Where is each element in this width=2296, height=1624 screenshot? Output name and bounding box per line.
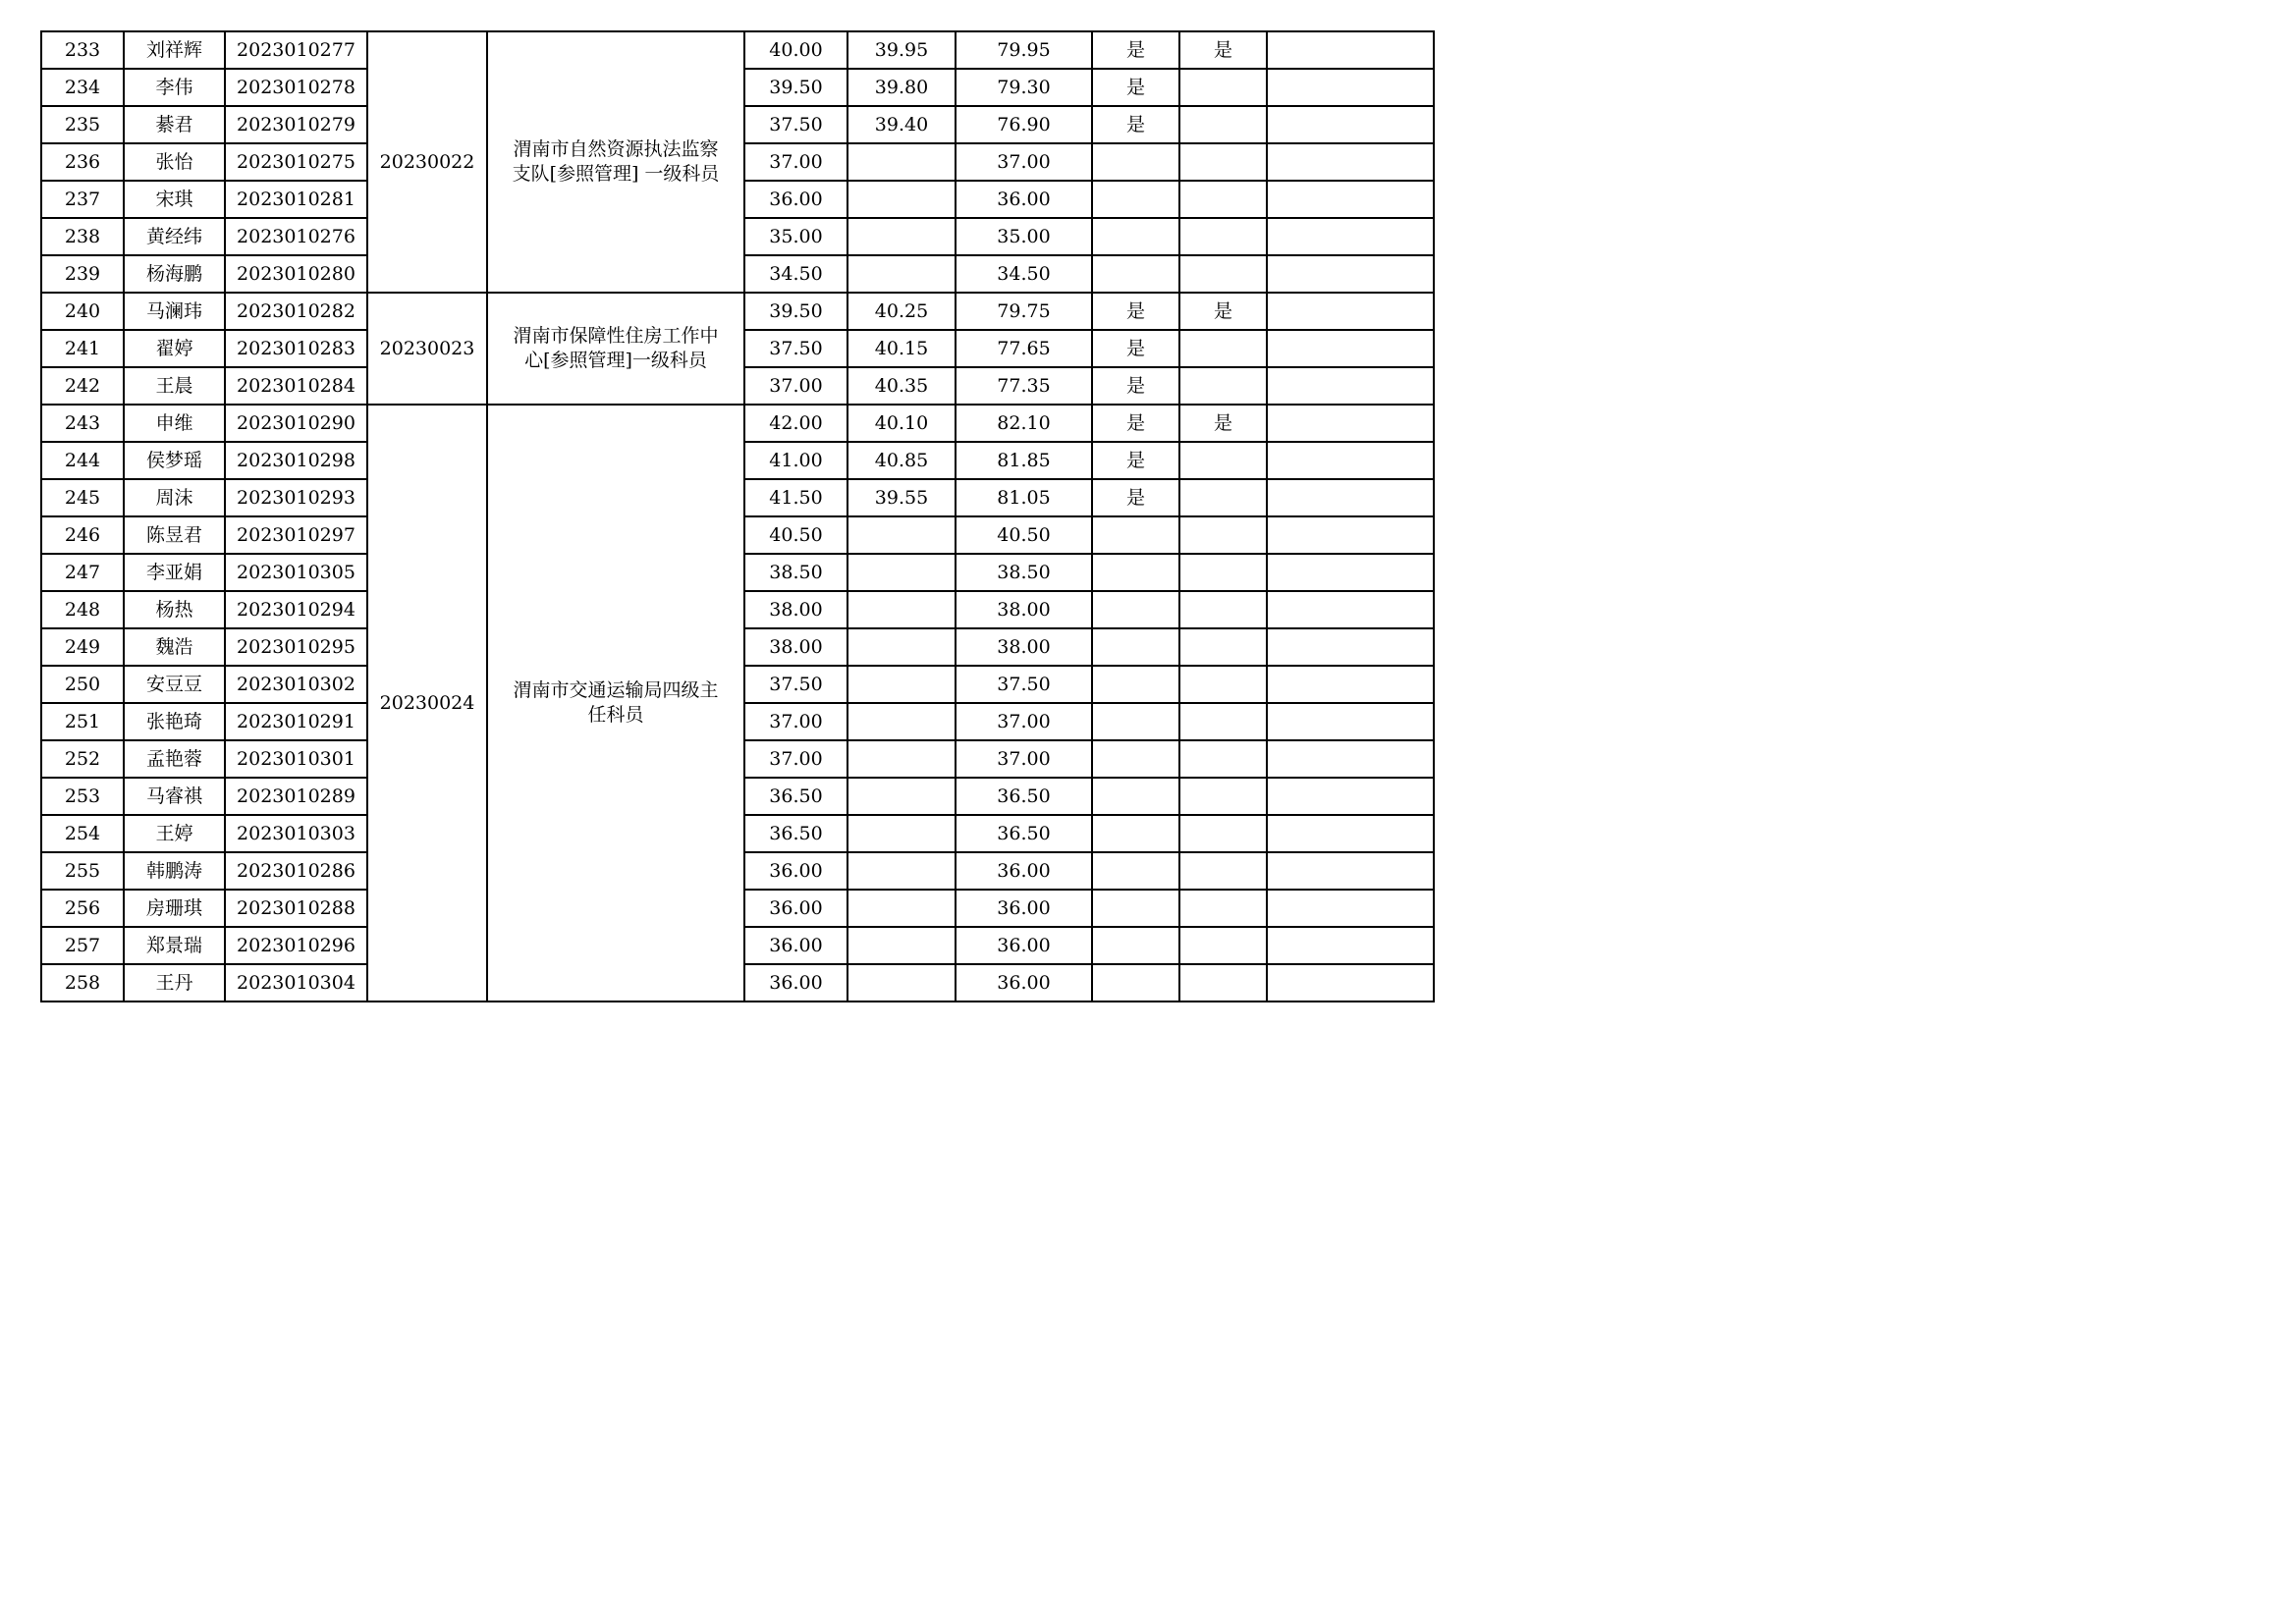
note-cell	[1267, 442, 1434, 479]
candidate-name-cell: 李伟	[124, 69, 225, 106]
enter-exam-cell	[1179, 181, 1267, 218]
row-number-cell: 256	[41, 890, 124, 927]
note-cell	[1267, 255, 1434, 293]
interview-score-cell	[847, 703, 956, 740]
candidate-name-cell: 黄经纬	[124, 218, 225, 255]
written-score-cell: 36.00	[744, 181, 847, 218]
interview-score-cell: 40.25	[847, 293, 956, 330]
note-cell	[1267, 218, 1434, 255]
total-score-cell: 77.65	[956, 330, 1092, 367]
admission-number-cell: 2023010302	[225, 666, 367, 703]
candidate-name-cell: 周沫	[124, 479, 225, 516]
position-code-cell: 20230022	[367, 31, 487, 293]
written-score-cell: 37.50	[744, 106, 847, 143]
candidate-name-cell: 李亚娟	[124, 554, 225, 591]
total-score-cell: 36.00	[956, 852, 1092, 890]
candidate-name-cell: 王丹	[124, 964, 225, 1001]
admission-number-cell: 2023010286	[225, 852, 367, 890]
note-cell	[1267, 890, 1434, 927]
written-score-cell: 37.00	[744, 703, 847, 740]
admission-number-cell: 2023010282	[225, 293, 367, 330]
row-number-cell: 257	[41, 927, 124, 964]
note-cell	[1267, 852, 1434, 890]
written-score-cell: 37.50	[744, 330, 847, 367]
written-score-cell: 35.00	[744, 218, 847, 255]
enter-interview-cell	[1092, 554, 1179, 591]
row-number-cell: 251	[41, 703, 124, 740]
enter-exam-cell	[1179, 516, 1267, 554]
candidate-name-cell: 宋琪	[124, 181, 225, 218]
enter-interview-cell: 是	[1092, 106, 1179, 143]
enter-interview-cell	[1092, 890, 1179, 927]
enter-exam-cell: 是	[1179, 405, 1267, 442]
interview-score-cell	[847, 890, 956, 927]
table-row	[41, 405, 1434, 442]
enter-exam-cell	[1179, 740, 1267, 778]
admission-number-cell: 2023010304	[225, 964, 367, 1001]
interview-score-cell: 40.85	[847, 442, 956, 479]
enter-interview-cell	[1092, 516, 1179, 554]
admission-number-cell: 2023010297	[225, 516, 367, 554]
note-cell	[1267, 330, 1434, 367]
enter-interview-cell: 是	[1092, 405, 1179, 442]
enter-interview-cell	[1092, 927, 1179, 964]
interview-score-cell	[847, 255, 956, 293]
interview-score-cell	[847, 964, 956, 1001]
row-number-cell: 248	[41, 591, 124, 628]
row-number-cell: 235	[41, 106, 124, 143]
row-number-cell: 239	[41, 255, 124, 293]
enter-exam-cell	[1179, 778, 1267, 815]
candidate-name-cell: 郑景瑞	[124, 927, 225, 964]
written-score-cell: 41.50	[744, 479, 847, 516]
row-number-cell: 236	[41, 143, 124, 181]
candidate-name-cell: 申维	[124, 405, 225, 442]
table-row	[41, 293, 1434, 330]
row-number-cell: 247	[41, 554, 124, 591]
written-score-cell: 37.00	[744, 367, 847, 405]
interview-score-cell	[847, 554, 956, 591]
admission-number-cell: 2023010275	[225, 143, 367, 181]
total-score-cell: 35.00	[956, 218, 1092, 255]
enter-exam-cell: 是	[1179, 31, 1267, 69]
row-number-cell: 238	[41, 218, 124, 255]
row-number-cell: 242	[41, 367, 124, 405]
admission-number-cell: 2023010284	[225, 367, 367, 405]
total-score-cell: 79.95	[956, 31, 1092, 69]
enter-interview-cell: 是	[1092, 479, 1179, 516]
note-cell	[1267, 554, 1434, 591]
interview-score-cell: 39.80	[847, 69, 956, 106]
candidate-name-cell: 孟艳蓉	[124, 740, 225, 778]
total-score-cell: 37.00	[956, 740, 1092, 778]
position-name-cell: 渭南市自然资源执法监察支队[参照管理] 一级科员	[487, 31, 744, 293]
candidate-name-cell: 王晨	[124, 367, 225, 405]
total-score-cell: 36.00	[956, 964, 1092, 1001]
interview-score-cell	[847, 181, 956, 218]
total-score-cell: 76.90	[956, 106, 1092, 143]
row-number-cell: 241	[41, 330, 124, 367]
enter-exam-cell	[1179, 143, 1267, 181]
note-cell	[1267, 106, 1434, 143]
enter-interview-cell	[1092, 778, 1179, 815]
interview-score-cell: 40.35	[847, 367, 956, 405]
enter-exam-cell	[1179, 255, 1267, 293]
enter-exam-cell	[1179, 442, 1267, 479]
admission-number-cell: 2023010281	[225, 181, 367, 218]
candidate-name-cell: 张怡	[124, 143, 225, 181]
position-code-cell: 20230024	[367, 405, 487, 1001]
written-score-cell: 38.50	[744, 554, 847, 591]
enter-interview-cell	[1092, 591, 1179, 628]
admission-number-cell: 2023010301	[225, 740, 367, 778]
enter-exam-cell	[1179, 927, 1267, 964]
written-score-cell: 36.50	[744, 778, 847, 815]
note-cell	[1267, 143, 1434, 181]
admission-number-cell: 2023010288	[225, 890, 367, 927]
admission-number-cell: 2023010291	[225, 703, 367, 740]
total-score-cell: 77.35	[956, 367, 1092, 405]
written-score-cell: 41.00	[744, 442, 847, 479]
candidate-name-cell: 马澜玮	[124, 293, 225, 330]
admission-number-cell: 2023010278	[225, 69, 367, 106]
admission-number-cell: 2023010303	[225, 815, 367, 852]
total-score-cell: 38.00	[956, 591, 1092, 628]
admission-number-cell: 2023010289	[225, 778, 367, 815]
total-score-cell: 81.05	[956, 479, 1092, 516]
table-row	[41, 31, 1434, 69]
enter-interview-cell	[1092, 852, 1179, 890]
enter-exam-cell	[1179, 666, 1267, 703]
note-cell	[1267, 31, 1434, 69]
enter-exam-cell	[1179, 367, 1267, 405]
candidate-name-cell: 綦君	[124, 106, 225, 143]
interview-score-cell	[847, 815, 956, 852]
row-number-cell: 244	[41, 442, 124, 479]
note-cell	[1267, 181, 1434, 218]
candidate-name-cell: 韩鹏涛	[124, 852, 225, 890]
interview-score-cell: 39.95	[847, 31, 956, 69]
enter-exam-cell	[1179, 852, 1267, 890]
written-score-cell: 39.50	[744, 69, 847, 106]
interview-score-cell	[847, 591, 956, 628]
enter-exam-cell	[1179, 330, 1267, 367]
row-number-cell: 243	[41, 405, 124, 442]
enter-exam-cell	[1179, 218, 1267, 255]
written-score-cell: 38.00	[744, 628, 847, 666]
row-number-cell: 250	[41, 666, 124, 703]
row-number-cell: 234	[41, 69, 124, 106]
written-score-cell: 37.00	[744, 740, 847, 778]
enter-exam-cell	[1179, 106, 1267, 143]
note-cell	[1267, 591, 1434, 628]
enter-exam-cell	[1179, 554, 1267, 591]
total-score-cell: 36.00	[956, 181, 1092, 218]
position-name-cell: 渭南市保障性住房工作中心[参照管理]一级科员	[487, 293, 744, 405]
enter-interview-cell	[1092, 181, 1179, 218]
enter-exam-cell	[1179, 964, 1267, 1001]
total-score-cell: 81.85	[956, 442, 1092, 479]
note-cell	[1267, 293, 1434, 330]
written-score-cell: 36.00	[744, 890, 847, 927]
row-number-cell: 237	[41, 181, 124, 218]
written-score-cell: 40.00	[744, 31, 847, 69]
candidate-name-cell: 杨海鹏	[124, 255, 225, 293]
interview-score-cell	[847, 143, 956, 181]
enter-interview-cell	[1092, 628, 1179, 666]
enter-interview-cell	[1092, 703, 1179, 740]
enter-interview-cell: 是	[1092, 293, 1179, 330]
note-cell	[1267, 778, 1434, 815]
written-score-cell: 36.50	[744, 815, 847, 852]
enter-exam-cell	[1179, 890, 1267, 927]
enter-interview-cell	[1092, 143, 1179, 181]
note-cell	[1267, 628, 1434, 666]
written-score-cell: 38.00	[744, 591, 847, 628]
written-score-cell: 36.00	[744, 927, 847, 964]
candidate-name-cell: 侯梦瑶	[124, 442, 225, 479]
written-score-cell: 37.50	[744, 666, 847, 703]
interview-score-cell	[847, 852, 956, 890]
enter-interview-cell	[1092, 218, 1179, 255]
admission-number-cell: 2023010305	[225, 554, 367, 591]
note-cell	[1267, 367, 1434, 405]
candidate-name-cell: 魏浩	[124, 628, 225, 666]
enter-exam-cell	[1179, 628, 1267, 666]
note-cell	[1267, 927, 1434, 964]
row-number-cell: 254	[41, 815, 124, 852]
total-score-cell: 37.00	[956, 703, 1092, 740]
interview-score-cell	[847, 927, 956, 964]
total-score-cell: 36.50	[956, 815, 1092, 852]
total-score-cell: 79.75	[956, 293, 1092, 330]
row-number-cell: 258	[41, 964, 124, 1001]
candidate-name-cell: 安豆豆	[124, 666, 225, 703]
interview-score-cell	[847, 740, 956, 778]
candidate-name-cell: 马睿祺	[124, 778, 225, 815]
interview-score-cell	[847, 218, 956, 255]
enter-interview-cell	[1092, 740, 1179, 778]
enter-interview-cell: 是	[1092, 367, 1179, 405]
note-cell	[1267, 69, 1434, 106]
enter-exam-cell	[1179, 703, 1267, 740]
note-cell	[1267, 815, 1434, 852]
candidate-name-cell: 王婷	[124, 815, 225, 852]
note-cell	[1267, 703, 1434, 740]
note-cell	[1267, 964, 1434, 1001]
total-score-cell: 79.30	[956, 69, 1092, 106]
score-table-body	[41, 31, 1434, 1001]
document-page	[0, 0, 1517, 1083]
written-score-cell: 36.00	[744, 964, 847, 1001]
total-score-cell: 36.50	[956, 778, 1092, 815]
candidate-name-cell: 房珊琪	[124, 890, 225, 927]
enter-interview-cell	[1092, 666, 1179, 703]
row-number-cell: 240	[41, 293, 124, 330]
enter-exam-cell	[1179, 591, 1267, 628]
row-number-cell: 233	[41, 31, 124, 69]
admission-number-cell: 2023010294	[225, 591, 367, 628]
candidate-name-cell: 杨热	[124, 591, 225, 628]
admission-number-cell: 2023010280	[225, 255, 367, 293]
candidate-name-cell: 陈昱君	[124, 516, 225, 554]
row-number-cell: 249	[41, 628, 124, 666]
written-score-cell: 34.50	[744, 255, 847, 293]
interview-score-cell	[847, 628, 956, 666]
note-cell	[1267, 516, 1434, 554]
note-cell	[1267, 405, 1434, 442]
position-name-cell: 渭南市交通运输局四级主任科员	[487, 405, 744, 1001]
enter-exam-cell	[1179, 815, 1267, 852]
note-cell	[1267, 666, 1434, 703]
total-score-cell: 38.00	[956, 628, 1092, 666]
total-score-cell: 37.50	[956, 666, 1092, 703]
written-score-cell: 36.00	[744, 852, 847, 890]
interview-score-cell: 40.10	[847, 405, 956, 442]
enter-interview-cell	[1092, 815, 1179, 852]
written-score-cell: 39.50	[744, 293, 847, 330]
interview-score-cell	[847, 666, 956, 703]
admission-number-cell: 2023010290	[225, 405, 367, 442]
candidate-name-cell: 翟婷	[124, 330, 225, 367]
written-score-cell: 40.50	[744, 516, 847, 554]
admission-number-cell: 2023010279	[225, 106, 367, 143]
total-score-cell: 38.50	[956, 554, 1092, 591]
enter-interview-cell	[1092, 255, 1179, 293]
enter-exam-cell	[1179, 69, 1267, 106]
written-score-cell: 37.00	[744, 143, 847, 181]
enter-interview-cell: 是	[1092, 69, 1179, 106]
candidate-name-cell: 刘祥辉	[124, 31, 225, 69]
note-cell	[1267, 479, 1434, 516]
candidate-name-cell: 张艳琦	[124, 703, 225, 740]
written-score-cell: 42.00	[744, 405, 847, 442]
interview-score-cell	[847, 516, 956, 554]
admission-number-cell: 2023010283	[225, 330, 367, 367]
total-score-cell: 36.00	[956, 890, 1092, 927]
admission-number-cell: 2023010296	[225, 927, 367, 964]
total-score-cell: 82.10	[956, 405, 1092, 442]
admission-number-cell: 2023010277	[225, 31, 367, 69]
enter-exam-cell: 是	[1179, 293, 1267, 330]
admission-number-cell: 2023010295	[225, 628, 367, 666]
note-cell	[1267, 740, 1434, 778]
enter-interview-cell: 是	[1092, 330, 1179, 367]
enter-interview-cell: 是	[1092, 442, 1179, 479]
enter-interview-cell: 是	[1092, 31, 1179, 69]
total-score-cell: 40.50	[956, 516, 1092, 554]
interview-score-cell: 40.15	[847, 330, 956, 367]
row-number-cell: 253	[41, 778, 124, 815]
admission-number-cell: 2023010293	[225, 479, 367, 516]
admission-number-cell: 2023010298	[225, 442, 367, 479]
score-table	[40, 30, 1435, 1002]
total-score-cell: 36.00	[956, 927, 1092, 964]
row-number-cell: 252	[41, 740, 124, 778]
interview-score-cell: 39.40	[847, 106, 956, 143]
total-score-cell: 34.50	[956, 255, 1092, 293]
row-number-cell: 255	[41, 852, 124, 890]
interview-score-cell: 39.55	[847, 479, 956, 516]
interview-score-cell	[847, 778, 956, 815]
total-score-cell: 37.00	[956, 143, 1092, 181]
enter-exam-cell	[1179, 479, 1267, 516]
row-number-cell: 246	[41, 516, 124, 554]
position-code-cell: 20230023	[367, 293, 487, 405]
enter-interview-cell	[1092, 964, 1179, 1001]
row-number-cell: 245	[41, 479, 124, 516]
admission-number-cell: 2023010276	[225, 218, 367, 255]
